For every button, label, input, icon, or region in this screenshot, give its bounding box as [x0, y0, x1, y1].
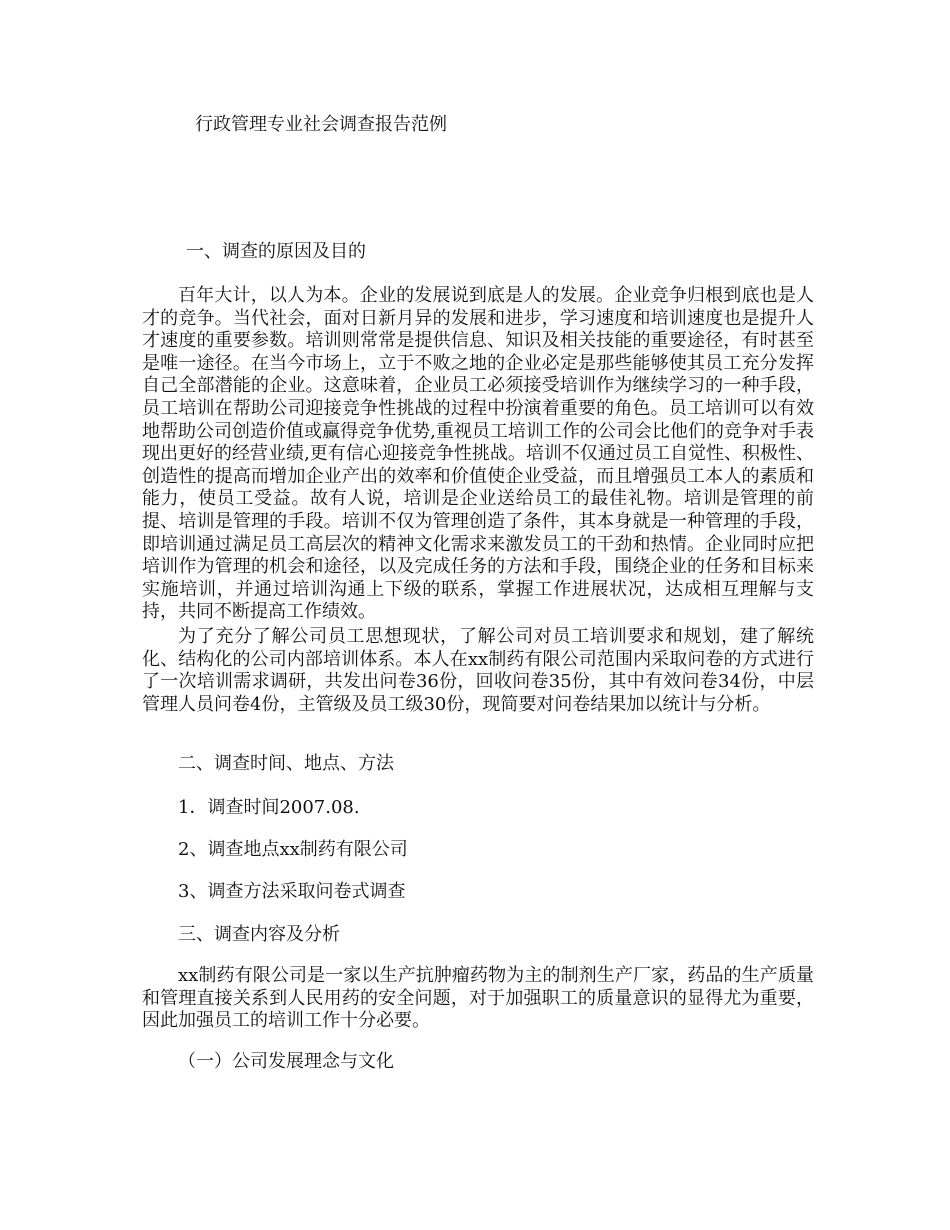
body-paragraph-1: 百年大计，以人为本。企业的发展说到底是人的发展。企业竞争归根到底也是人才的竞争。当代社会，面对日新月异的发展和进步，学习速度和培训速度也是提升人才速度的重要参数。培训则常常是提供信息、知识及相关技能的重要途径，有时甚至是唯一途径。在当今市场上，立于不败之地的企业必定是那些能够使其员工充分发挥自己全部潜能的企业。这意味着，企业员工必须接受培训作为继续学习的一种手段，员工培训在帮助公司迎接竞争性挑战的过程中扮演着重要的角色。员工培训可以有效地帮助公司创造价值或赢得竞争优势,重视员工培训工作的公司会比他们的竞争对手表现出更好的经营业绩,更有信心迎接竞争性挑战。培训不仅通过员工自觉性、积极性、创造性的提高而增加企业产出的效率和价值使企业受益，而且增强员工本人的素质和能力，使员工受益。故有人说，培训是企业送给员工的最佳礼物。培训是管理的前提、培训是管理的手段。培训不仅为管理创造了条件，其本身就是一种管理的手段，即培训通过满足员工高层次的精神文化需求来激发员工的干劲和热情。企业同时应把培训作为管理的机会和途径，以及完成任务的方法和手段，围绕企业的任务和目标来实施培训，并通过培训沟通上下级的联系，掌握工作进展状况，达成相互理解与支持，共同不断提高工作绩效。	[142, 285, 814, 623]
body-paragraph-3: xx制药有限公司是一家以生产抗肿瘤药物为主的制剂生产厂家，药品的生产质量和管理直接关系到人民用药的安全问题，对于加强职工的质量意识的显得尤为重要，因此加强员工的培训工作十分必要。	[142, 965, 814, 1032]
section-heading-1: 一、调查的原因及目的	[186, 241, 366, 262]
subsection-heading-1: （一）公司发展理念与文化	[178, 1051, 394, 1072]
list-item-survey-method: 3、调查方法采取问卷式调查	[178, 881, 406, 902]
list-item-survey-location: 2、调查地点xx制药有限公司	[178, 839, 408, 860]
section-heading-3: 三、调查内容及分析	[178, 924, 340, 945]
list-item-survey-time: 1．调查时间2007.08.	[178, 797, 360, 818]
section-heading-2: 二、调查时间、地点、方法	[178, 753, 394, 774]
body-paragraph-2: 为了充分了解公司员工思想现状，了解公司对员工培训要求和规划，建了解统化、结构化的公司内部培训体系。本人在xx制药有限公司范围内采取问卷的方式进行了一次培训需求调研，共发出问卷36份，回收问卷35份，其中有效问卷34份，中层管理人员问卷4份，主管级及员工级30份，现简要对问卷结果加以统计与分析。	[142, 626, 814, 715]
document-title: 行政管理专业社会调查报告范例	[195, 114, 447, 135]
